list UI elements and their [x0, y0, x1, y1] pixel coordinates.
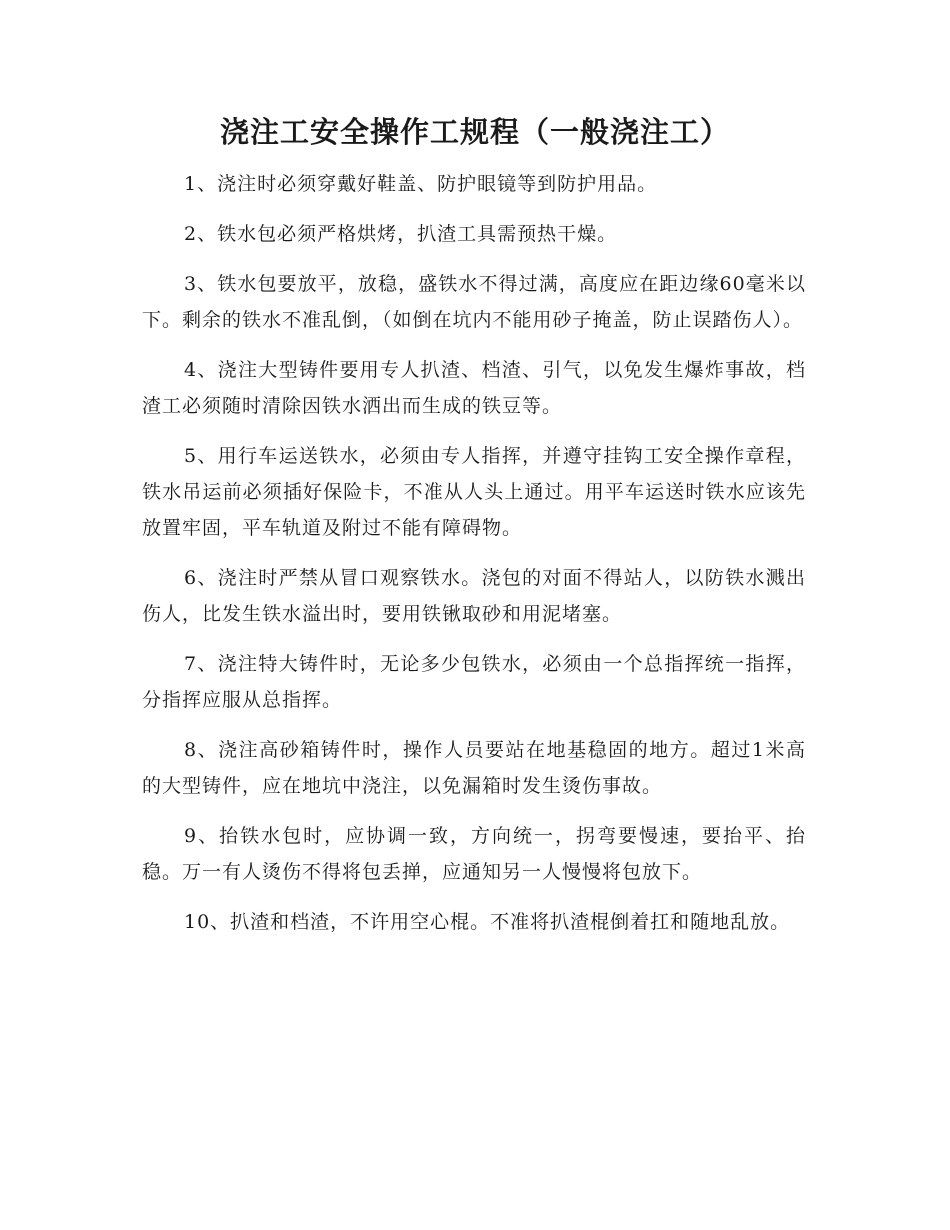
paragraph-9: 9、抬铁水包时，应协调一致，方向统一，拐弯要慢速，要抬平、抬稳。万一有人烫伤不得将包丢掸，应通知另一人慢慢将包放下。 — [142, 825, 806, 883]
paragraph-4: 4、浇注大型铸件要用专人扒渣、档渣、引气，以免发生爆炸事故，档渣工必须随时清除因铁水洒出而生成的铁豆等。 — [142, 359, 806, 417]
paragraph-1: 1、浇注时必须穿戴好鞋盖、防护眼镜等到防护用品。 — [184, 173, 658, 195]
paragraph-10: 10、扒渣和档渣，不许用空心棍。不准将扒渣棍倒着扛和随地乱放。 — [184, 911, 791, 933]
paragraph-8: 8、浇注高砂箱铸件时，操作人员要站在地基稳固的地方。超过1米高的大型铸件，应在地坑中浇注，以免漏箱时发生烫伤事故。 — [142, 739, 806, 797]
paragraph-6: 6、浇注时严禁从冒口观察铁水。浇包的对面不得站人，以防铁水溅出伤人，比发生铁水溢出时，要用铁锹取砂和用泥堵塞。 — [142, 567, 806, 625]
document-body — [142, 166, 806, 954]
paragraph-7: 7、浇注特大铸件时，无论多少包铁水，必须由一个总指挥统一指挥，分指挥应服从总指挥。 — [142, 653, 806, 711]
paragraph-5: 5、用行车运送铁水，必须由专人指挥，并遵守挂钩工安全操作章程，铁水吊运前必须插好保险卡，不准从人头上通过。用平车运送时铁水应该先放置牢固，平车轨道及附过不能有障碍物。 — [142, 445, 806, 539]
paragraph-2: 2、铁水包必须严格烘烤，扒渣工具需预热干燥。 — [184, 223, 618, 245]
document-title: 浇注工安全操作工规程（一般浇注工） — [219, 115, 730, 149]
paragraph-3: 3、铁水包要放平，放稳，盛铁水不得过满，高度应在距边缘60毫米以下。剩余的铁水不准乱倒，（如倒在坑内不能用砂子掩盖，防止误踏伤人）。 — [142, 273, 806, 331]
